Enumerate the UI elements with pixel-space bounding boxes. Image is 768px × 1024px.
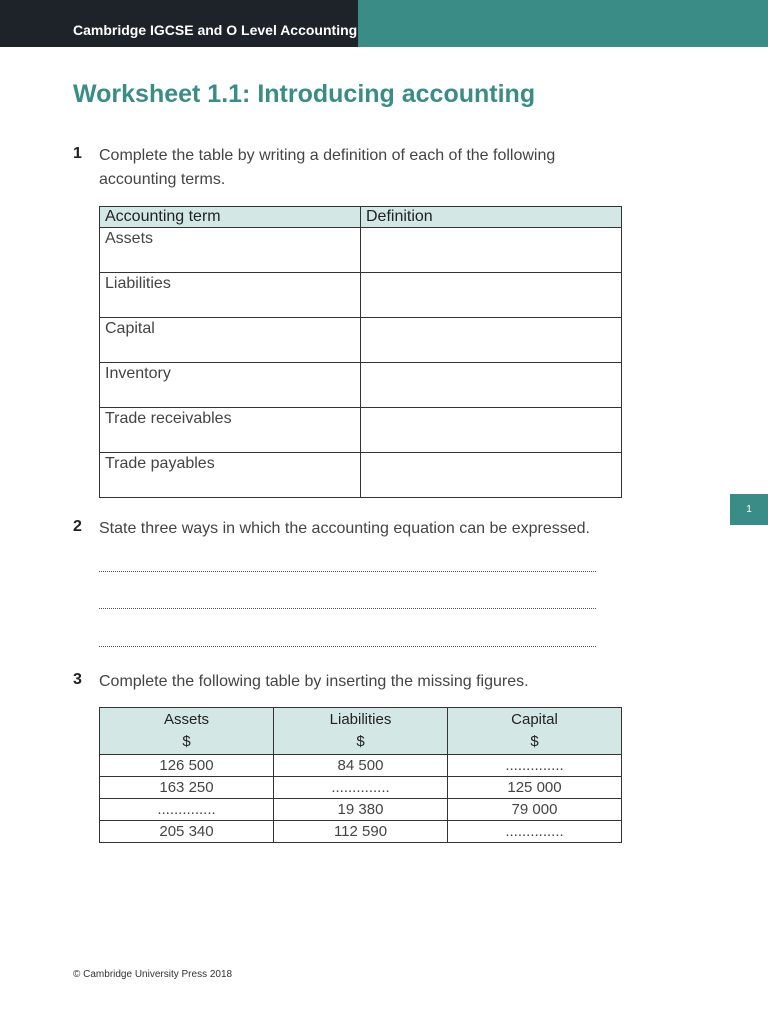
answer-line-3[interactable]: [99, 646, 596, 647]
assets-cell[interactable]: ..............: [100, 799, 274, 821]
term-cell: Trade payables: [100, 453, 361, 498]
definition-cell[interactable]: [361, 408, 622, 453]
table-row: [100, 273, 622, 318]
question-3-number: 3: [73, 671, 82, 688]
table-row: [100, 453, 622, 498]
table-row: [100, 363, 622, 408]
figures-table-header-row: [100, 708, 622, 755]
liabilities-header-unit: $: [356, 733, 365, 750]
capital-cell[interactable]: ..............: [448, 755, 622, 777]
header-title: Cambridge IGCSE and O Level Accounting: [73, 22, 358, 38]
liabilities-header-label: Liabilities: [329, 711, 392, 728]
definition-cell[interactable]: [361, 273, 622, 318]
liabilities-cell: 112 590: [273, 821, 447, 843]
table-row: [100, 755, 622, 777]
capital-cell[interactable]: ..............: [448, 821, 622, 843]
page-number-tab: 1: [730, 494, 768, 525]
capital-header-unit: $: [530, 733, 539, 750]
assets-header-label: Assets: [163, 711, 209, 728]
term-cell: Liabilities: [100, 273, 361, 318]
capital-header-label: Capital: [511, 711, 558, 728]
liabilities-header: [273, 708, 447, 755]
liabilities-cell[interactable]: ..............: [273, 777, 447, 799]
definition-cell[interactable]: [361, 453, 622, 498]
figures-table: [99, 707, 622, 843]
question-2-text: State three ways in which the accounting equation can be expressed.: [99, 520, 590, 537]
question-1-text: Complete the table by writing a definition of each of the following accounting terms.: [99, 147, 556, 188]
terms-header-term: Accounting term: [100, 207, 361, 228]
assets-cell: 205 340: [100, 821, 274, 843]
question-1-number: 1: [73, 145, 82, 162]
capital-cell: 125 000: [448, 777, 622, 799]
table-row: [100, 799, 622, 821]
assets-header-unit: $: [182, 733, 191, 750]
question-2-number: 2: [73, 518, 82, 535]
term-cell: Capital: [100, 318, 361, 363]
copyright-footer: © Cambridge University Press 2018: [73, 969, 233, 980]
header-teal-band: [358, 0, 768, 47]
liabilities-cell: 19 380: [273, 799, 447, 821]
assets-header: [100, 708, 274, 755]
table-row: [100, 777, 622, 799]
terms-header-definition: Definition: [361, 207, 622, 228]
definition-cell[interactable]: [361, 318, 622, 363]
capital-header: [448, 708, 622, 755]
liabilities-cell: 84 500: [273, 755, 447, 777]
table-row: [100, 408, 622, 453]
assets-cell: 163 250: [100, 777, 274, 799]
answer-line-1[interactable]: [99, 571, 596, 572]
table-row: [100, 228, 622, 273]
terms-table-header-row: [100, 207, 622, 228]
definition-cell[interactable]: [361, 363, 622, 408]
capital-cell: 79 000: [448, 799, 622, 821]
definition-cell[interactable]: [361, 228, 622, 273]
answer-line-2[interactable]: [99, 608, 596, 609]
question-3-text: Complete the following table by inserting the missing figures.: [99, 673, 529, 690]
table-row: [100, 318, 622, 363]
terms-table: [99, 206, 622, 498]
page-title: Worksheet 1.1: Introducing accounting: [73, 80, 536, 108]
term-cell: Assets: [100, 228, 361, 273]
assets-cell: 126 500: [100, 755, 274, 777]
table-row: [100, 821, 622, 843]
term-cell: Inventory: [100, 363, 361, 408]
term-cell: Trade receivables: [100, 408, 361, 453]
